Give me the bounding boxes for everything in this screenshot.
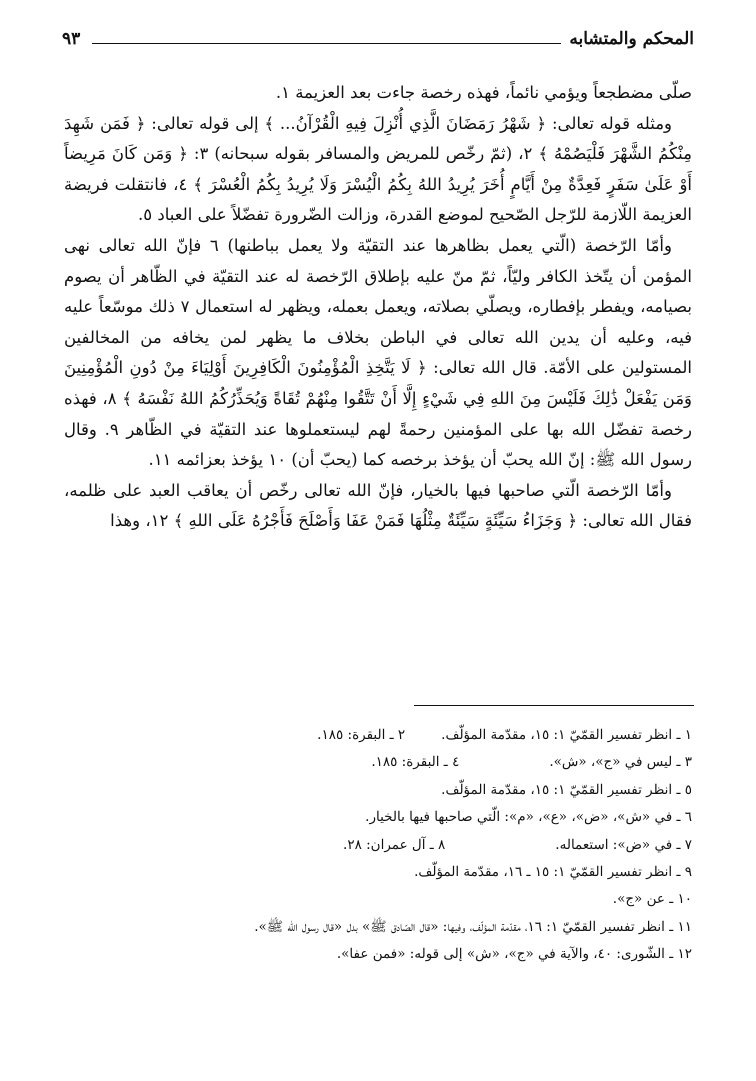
paragraph: وأمّا الرّخصة الّتي صاحبها فيها بالخيار، فإنّ الله تعالى رخّص أن يعاقب العبد على ظلمه، فقال الله تعالى: ﴿ وَجَزَاءُ سَيِّئَةٍ سَيِّئَةٌ مِثْلُهَا فَمَنْ عَفَا وَأَصْلَحَ فَأَجْرُهُ عَلَى اللهِ ﴾ ١٢، وهذا (64, 480, 692, 531)
footnote: ٦ ـ في «ش»، «ض»، «ع»، «م»: الّتي صاحبها فيها بالخيار. (365, 809, 692, 826)
footnote-row (64, 886, 692, 913)
chapter-title: المحكم والمتشابه (569, 29, 694, 49)
footnote-row (64, 804, 692, 831)
footnote-row (64, 941, 692, 968)
footnote-row (64, 777, 692, 804)
footnote: ٩ ـ انظر تفسير القمّيّ ١: ١٥ ـ ١٦، مقدّمة المؤلّف. (414, 863, 692, 880)
footnotes (64, 722, 692, 969)
footnote: ١ ـ انظر تفسير القمّيّ ١: ١٥، مقدّمة المؤلّف. (441, 727, 692, 743)
footnote-row (64, 722, 692, 749)
footnote-row (64, 749, 692, 776)
footnote: ١٢ ـ الشّورى: ٤٠، والآية في «ج»، «ش» إلى قوله: «فمن عفا». (336, 946, 692, 963)
footnote: ١٠ ـ عن «ج». (612, 891, 692, 908)
footnote: ٨ ـ آل عمران: ٢٨. (343, 836, 446, 853)
footnote-row (64, 832, 692, 859)
footnote-row (64, 859, 692, 886)
page-number: ٩٣ (62, 29, 81, 49)
footnote-separator (414, 705, 694, 706)
footnote: ٢ ـ البقرة: ١٨٥. (317, 727, 406, 743)
footnote: ٣ ـ ليس في «ج»، «ش». (549, 754, 692, 771)
running-header (62, 24, 694, 54)
paragraph: ومثله قوله تعالى: ﴿ شَهْرُ رَمَضَانَ الَّذِي أُنْزِلَ فِيهِ الْقُرْآنُ... ﴾ إلى قوله تعالى: ﴿ فَمَن شَهِدَ مِنْكُمُ الشَّهْرَ فَلْيَصُمْهُ ﴾ ٢، (ثمّ رخّص للمريض والمسافر بقوله سبحانه) ٣: ﴿ وَمَن كَانَ مَرِيضاً أَوْ عَلَىٰ سَفَرٍ فَعِدَّةٌ مِنْ أَيَّامٍ أُخَرَ يُرِيدُ اللهُ بِكُمُ الْيُسْرَ وَلَا يُرِيدُ بِكُمُ الْعُسْرَ ﴾ ٤، فانتقلت فريضة العزيمة اللّازمة للرّجل الصّحيح لموضع القدرة، وزالت الضّرورة تفضّلاً على العباد ٥. (64, 113, 692, 225)
paragraph: وأمّا الرّخصة (الّتي يعمل بظاهرها عند التقيّة ولا يعمل بباطنها) ٦ فإنّ الله تعالى نهى المؤمن أن يتّخذ الكافر وليّاً، ثمّ منّ عليه بإطلاق الرّخصة له عند التقيّة في الظّاهر أن يصوم بصيامه، ويفطر بإفطاره، ويصلّي بصلاته، ويعمل بعمله، ويظهر له استعمال ٧ ذلك موسّعاً عليه فيه، وعليه أن يدين الله تعالى في الباطن بخلاف ما يظهر لمن يخافه من المخالفين المستولين على الأمّة. قال الله تعالى: ﴿ لَا يَتَّخِذِ الْمُؤْمِنُونَ الْكَافِرِينَ أَوْلِيَاءَ مِنْ دُونِ الْمُؤْمِنِينَ وَمَن يَفْعَلْ ذَٰلِكَ فَلَيْسَ مِنَ اللهِ فِي شَيْءٍ إِلَّا أَنْ تَتَّقُوا مِنْهُمْ تُقَاةً وَيُحَذِّرُكُمُ اللهُ نَفْسَهُ ﴾ ٨، فهذه رخصة تفضّل الله بها على المؤمنين رحمةً لهم ليستعملوها عند التقيّة في الظّاهر ٩. وقال رسول الله ﷺ: إنّ الله يحبّ أن يؤخذ برخصه كما (يحبّ أن) ١٠ يؤخذ بعزائمه ١١. (64, 235, 693, 470)
footnote: ٥ ـ انظر تفسير القمّيّ ١: ١٥، مقدّمة المؤلّف. (441, 781, 692, 798)
footnote: ٧ ـ في «ض»: استعماله. (555, 836, 692, 853)
footnote: ٤ ـ البقرة: ١٨٥. (371, 754, 460, 771)
footnote-row (64, 914, 692, 941)
header-rule (92, 43, 561, 44)
paragraph: صلّى مضطجعاً ويؤمي نائماً، فهذه رخصة جاءت بعد العزيمة ١. (275, 83, 692, 102)
main-text (64, 78, 692, 537)
footnote: ١١ ـ انظر تفسير القمّيّ ١: ١٦، مقدّمة المؤلّف، وفيها: «قال الصّادق ﷺ» بدل «قال رسول الله ﷺ». (254, 918, 692, 935)
